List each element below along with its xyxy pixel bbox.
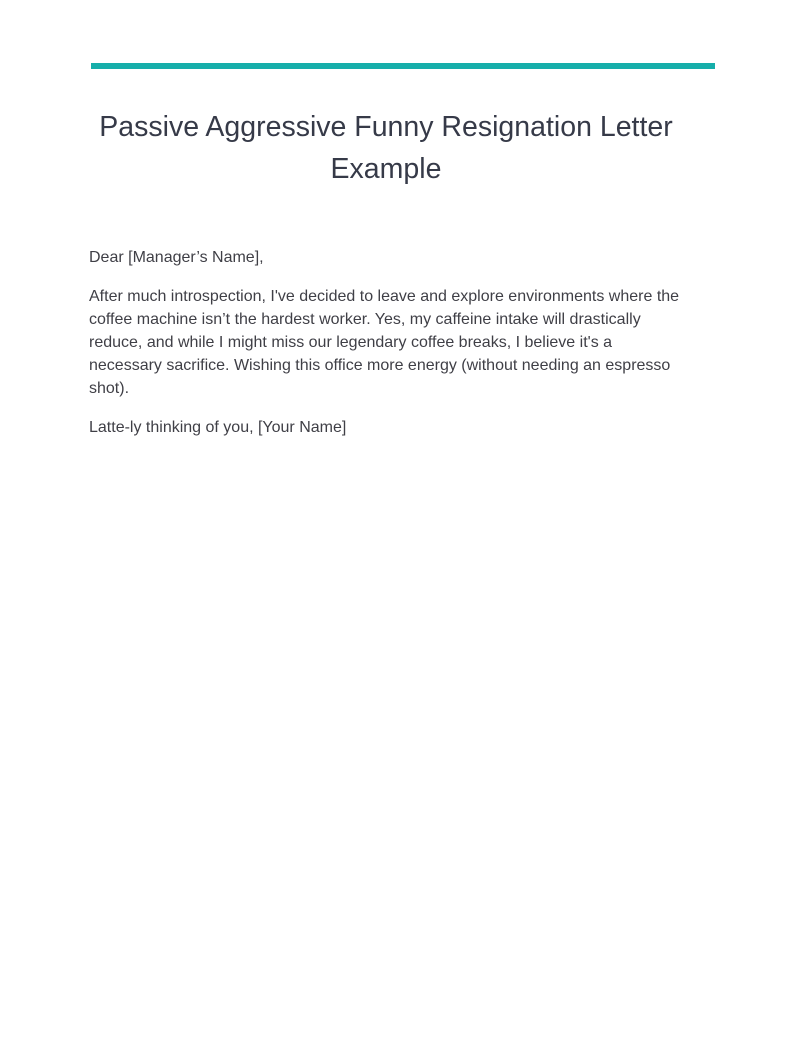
page-title: Passive Aggressive Funny Resignation Letter Example — [99, 111, 673, 185]
letter-body — [89, 246, 689, 455]
letter-salutation: Dear [Manager’s Name], — [89, 249, 264, 266]
accent-divider — [91, 63, 715, 69]
letter-paragraph: After much introspection, I've decided to leave and explore environments where the coffee machine isn’t the hardest worker. Yes, my caffeine intake will drastically reduce, and while I might miss our legendary coffee breaks, I believe it's a necessary sacrifice. Wishing this office more energy (without needing an espresso shot). — [89, 288, 680, 397]
letter-closing: Latte-ly thinking of you, [Your Name] — [89, 419, 347, 436]
